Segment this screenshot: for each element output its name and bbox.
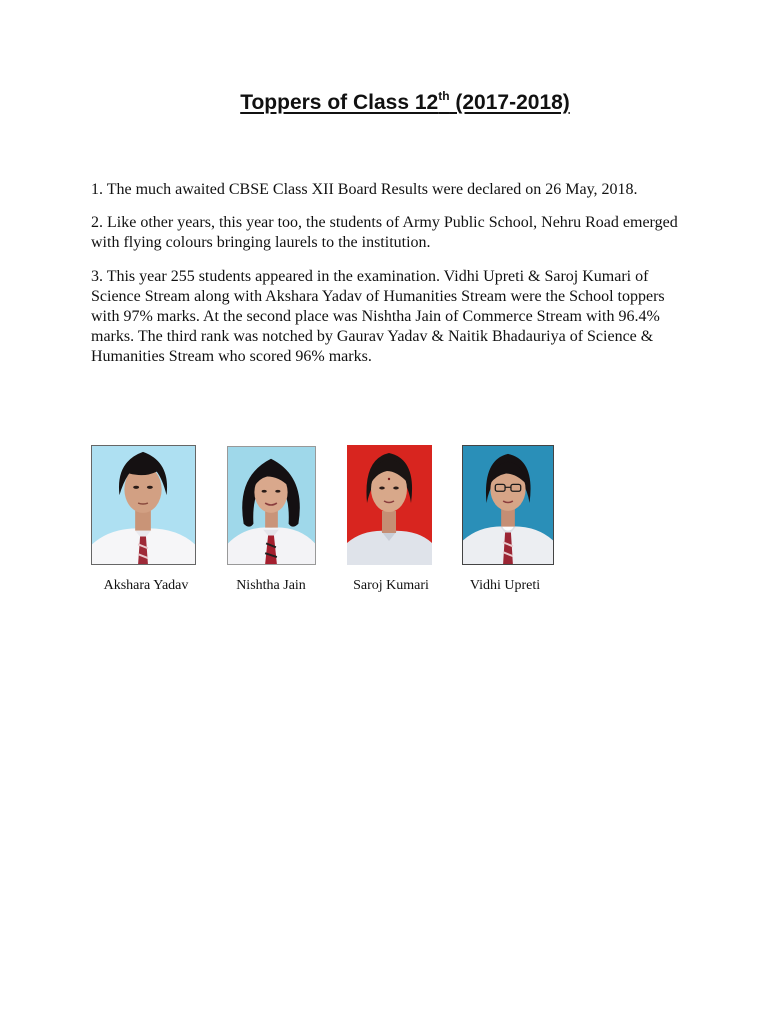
photo-nishtha-jain [227, 446, 316, 565]
caption-nishtha-jain: Nishtha Jain [236, 578, 306, 593]
title-years: (2017-2018) [449, 91, 570, 114]
title-main: Toppers of Class 12 [240, 91, 439, 114]
photo-vidhi-upreti [462, 445, 554, 565]
caption-saroj-kumari: Saroj Kumari [353, 578, 429, 593]
paragraph-flying-colours: 2. Like other years, this year too, the students of Army Public School, Nehru Road emerged with flying colours bringing laurels to the institution. [91, 214, 678, 251]
page-title [0, 88, 768, 118]
photo-saroj-kumari [347, 445, 432, 565]
page-title-text [240, 91, 570, 114]
photo-akshara-yadav [91, 445, 196, 565]
title-superscript: th [438, 89, 450, 103]
caption-akshara-yadav: Akshara Yadav [103, 578, 189, 593]
caption-vidhi-upreti: Vidhi Upreti [469, 578, 541, 593]
paragraph-toppers-details: 3. This year 255 students appeared in the examination. Vidhi Upreti & Saroj Kumari of Science Stream along with Akshara Yadav of Humanities Stream were the School toppers with 97% marks. At the second place was Nishtha Jain of Commerce Stream with 96.4% marks. The third rank was notched by Gaurav Yadav & Naitik Bhadauriya of Science & Humanities Stream who scored 96% marks. [91, 268, 665, 365]
paragraph-results-declared: 1. The much awaited CBSE Class XII Board Results were declared on 26 May, 2018. [91, 181, 638, 198]
